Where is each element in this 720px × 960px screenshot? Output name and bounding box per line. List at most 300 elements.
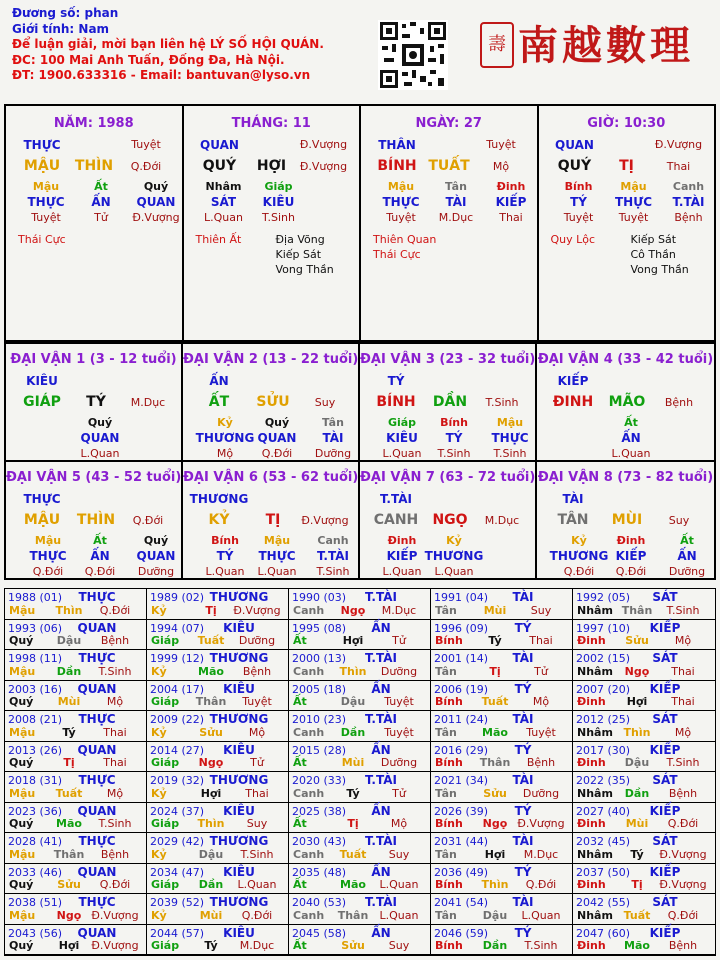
year-label: 1988 (01) — [8, 591, 63, 604]
year-branch: Dần — [198, 878, 224, 891]
year-ten-god: THỰC — [78, 834, 116, 848]
year-ten-god: ẤN — [371, 742, 391, 757]
year-label: 2045 (58) — [292, 926, 347, 940]
year-label: 2028 (41) — [8, 835, 63, 848]
hidden-stem: Mậu — [496, 416, 524, 429]
year-label: 2010 (23) — [292, 713, 347, 726]
year-stage: Thai — [103, 756, 127, 769]
year-label: 2009 (22) — [150, 713, 205, 726]
hidden-god: ẤN — [621, 431, 641, 445]
year-ten-god: KIẾP — [649, 803, 681, 818]
hidden-stage: T.Sinh — [437, 447, 471, 460]
hidden-stem: Mậu — [263, 534, 291, 547]
hidden-stem: Bính — [440, 416, 468, 429]
hidden-stage: M.Dục — [438, 211, 474, 224]
heavenly-stem: QUÝ — [557, 158, 592, 174]
year-branch: Ngọ — [482, 817, 508, 830]
year-stage: Q.Đới — [525, 878, 557, 891]
year-stem: Nhâm — [577, 847, 613, 861]
hidden-stage: L.Quan — [382, 565, 422, 578]
year-ten-god: TÝ — [514, 864, 532, 879]
year-branch: Tý — [204, 939, 218, 952]
year-stage: Thai — [245, 786, 269, 800]
pillar-title: NGÀY: 27 — [415, 116, 482, 131]
hidden-stage: Q.Đới — [615, 565, 647, 578]
hidden-god: ẤN — [90, 549, 110, 563]
year-ten-god: KIÊU — [223, 803, 255, 818]
dai-van-title: ĐẠI VẬN 7 (63 - 72 tuổi) — [360, 470, 536, 485]
year-stage: Mộ — [532, 695, 550, 708]
year-cell — [147, 620, 289, 651]
year-label: 2017 (30) — [576, 743, 631, 757]
heavenly-stem: KỶ — [208, 512, 230, 528]
stage: Đ.Vượng — [654, 138, 703, 151]
year-stem: Quý — [9, 695, 34, 708]
stage: Bệnh — [664, 396, 694, 409]
year-stage: Mộ — [674, 725, 692, 739]
year-cell — [289, 803, 431, 834]
year-stage: Tử — [534, 664, 548, 678]
hidden-god: THƯƠNG — [424, 549, 484, 563]
year-stage: Mộ — [106, 695, 124, 708]
left-star: Thái Cực — [373, 248, 421, 261]
year-label: 2039 (52) — [150, 896, 205, 909]
year-label: 2012 (25) — [576, 713, 631, 726]
year-ten-god: THỰC — [78, 590, 116, 604]
hidden-god: KIẾP — [386, 549, 418, 563]
year-branch: Thìn — [55, 603, 83, 617]
year-stage: L.Quan — [521, 908, 561, 922]
year-ten-god: QUAN — [77, 742, 117, 757]
hidden-stem: Mậu — [620, 180, 647, 193]
dai-van-title: ĐẠI VẬN 4 (33 - 42 tuổi) — [537, 352, 714, 367]
hidden-stem: Canh — [317, 534, 349, 547]
year-stem: Bính — [435, 939, 463, 952]
hidden-god: QUAN — [257, 431, 297, 445]
year-label: 2042 (55) — [576, 896, 631, 909]
hidden-god: KIÊU — [386, 431, 418, 445]
year-stage: Mộ — [106, 786, 124, 800]
year-cell — [431, 925, 573, 956]
year-cell — [147, 925, 289, 956]
year-stage: Tuyệt — [242, 695, 272, 708]
year-branch: Thìn — [481, 878, 509, 891]
hidden-stem: Đinh — [387, 534, 417, 547]
year-branch: Dần — [56, 664, 82, 678]
year-ten-god: SÁT — [652, 834, 678, 848]
hidden-stage: Q.Đới — [261, 447, 293, 460]
hidden-stage: L.Quan — [205, 565, 245, 578]
year-cell — [289, 772, 431, 803]
year-ten-god: TÝ — [514, 620, 532, 635]
heavenly-stem: ĐINH — [552, 394, 594, 410]
hidden-stem: Canh — [672, 180, 705, 193]
year-stage: Bệnh — [668, 786, 698, 800]
year-stem: Ất — [293, 634, 307, 647]
year-branch: Tý — [630, 847, 644, 861]
year-branch: Mão — [482, 725, 508, 739]
hidden-stem: Nhâm — [205, 180, 242, 193]
year-branch: Mão — [624, 939, 650, 952]
hidden-stage: Tuyệt — [31, 211, 61, 224]
left-star: Quy Lộc — [550, 233, 596, 246]
stage: Mộ — [492, 160, 510, 173]
year-cell — [289, 650, 431, 681]
year-branch: Tị — [631, 878, 643, 891]
year-label: 2046 (59) — [434, 926, 489, 940]
year-label: 2040 (53) — [292, 896, 347, 909]
year-cell — [147, 833, 289, 864]
heavenly-stem: MẬU — [23, 158, 61, 174]
year-branch: Mão — [198, 664, 224, 678]
year-branch: Ngọ — [340, 603, 366, 617]
year-stage: Dưỡng — [522, 786, 560, 800]
year-stage: L.Quan — [379, 908, 419, 922]
earthly-branch: NGỌ — [432, 512, 468, 528]
hidden-stem: Quý — [143, 180, 169, 193]
hidden-stem: Mậu — [34, 534, 62, 547]
hidden-stem: Quý — [143, 534, 169, 547]
hidden-stem: Kỷ — [217, 416, 233, 429]
year-stem: Nhâm — [577, 603, 613, 617]
year-branch: Hợi — [58, 939, 80, 952]
stage: Q.Đới — [132, 514, 164, 527]
year-stage: Q.Đới — [667, 817, 699, 830]
left-star: Thái Cực — [18, 233, 66, 246]
year-stage: Suy — [388, 847, 410, 861]
year-label: 2008 (21) — [8, 713, 63, 726]
year-stage: Thai — [103, 725, 127, 739]
dai-van-title: ĐẠI VẬN 8 (73 - 82 tuổi) — [537, 470, 714, 485]
earthly-branch: TUẤT — [428, 158, 470, 174]
year-label: 1993 (06) — [8, 621, 63, 635]
ten-god: QUAN — [555, 138, 594, 152]
year-label: 1998 (11) — [8, 652, 63, 665]
year-cell — [431, 803, 573, 834]
year-stem: Quý — [9, 634, 34, 647]
year-branch: Tị — [347, 817, 359, 830]
year-label: 2029 (42) — [150, 835, 205, 848]
year-stage: L.Quan — [379, 878, 419, 891]
year-cell — [431, 742, 573, 773]
year-branch: Dậu — [340, 695, 366, 708]
year-cell — [5, 833, 147, 864]
hidden-stage: Q.Đới — [563, 565, 595, 578]
pillar-2 — [184, 106, 362, 340]
year-branch: Dậu — [56, 634, 82, 647]
year-cell — [431, 589, 573, 620]
year-cell — [289, 742, 431, 773]
year-ten-god: SÁT — [652, 895, 678, 909]
earthly-branch: SỬU — [256, 394, 290, 410]
year-cell — [147, 803, 289, 834]
pillar-title: GIỜ: 10:30 — [587, 116, 666, 131]
hidden-god: TÀI — [322, 431, 344, 445]
year-label: 2024 (37) — [150, 804, 205, 818]
year-stage: T.Sinh — [666, 756, 700, 769]
year-stage: Đ.Vượng — [91, 939, 139, 952]
seal-icon: 壽 — [480, 22, 514, 68]
hidden-stem: Đinh — [496, 180, 526, 193]
year-cell — [431, 681, 573, 712]
hidden-stage: Tuyệt — [386, 211, 416, 224]
year-branch: Tị — [63, 756, 75, 769]
year-ten-god: ẤN — [371, 803, 391, 818]
dai-van-7 — [360, 460, 537, 578]
heavenly-stem: TÂN — [557, 512, 589, 528]
year-cell — [289, 894, 431, 925]
year-stage: T.Sinh — [240, 847, 274, 861]
year-ten-god: THỰC — [78, 712, 116, 726]
hidden-stage: L.Quan — [434, 565, 474, 578]
year-stage: Dưỡng — [380, 664, 418, 678]
hidden-stem: Ất — [680, 534, 694, 547]
earthly-branch: MÙI — [611, 512, 643, 528]
dai-van-title: ĐẠI VẬN 2 (13 - 22 tuổi) — [183, 352, 359, 367]
hidden-stem: Đinh — [616, 534, 646, 547]
year-label: 2007 (20) — [576, 682, 631, 696]
year-label: 2002 (15) — [576, 652, 631, 665]
year-stage: Tử — [250, 756, 264, 769]
year-branch: Mùi — [483, 603, 507, 617]
year-stem: Tân — [435, 908, 457, 922]
hidden-god: SÁT — [210, 195, 237, 209]
year-stem: Quý — [9, 756, 34, 769]
year-branch: Tị — [205, 603, 217, 617]
hidden-stem: Ất — [93, 534, 107, 547]
year-stage: Tử — [392, 634, 406, 647]
year-stage: Thai — [671, 695, 695, 708]
gender: Giới tính: Nam — [12, 21, 110, 36]
hidden-stem: Mậu — [32, 180, 60, 193]
year-cell — [573, 620, 715, 651]
year-branch: Dần — [624, 786, 650, 800]
year-stem: Tân — [435, 725, 457, 739]
year-cell — [573, 711, 715, 742]
year-branch: Thìn — [197, 817, 225, 830]
earthly-branch: HỢI — [256, 158, 287, 174]
year-stem: Nhâm — [577, 908, 613, 922]
year-stage: Dưỡng — [238, 634, 276, 647]
year-cell — [5, 620, 147, 651]
year-stage: Q.Đới — [241, 908, 273, 922]
year-label: 2035 (48) — [292, 865, 347, 879]
hidden-stage: Tuyệt — [563, 211, 594, 224]
year-stem: Đinh — [577, 817, 606, 830]
heavenly-stem: BÍNH — [377, 158, 417, 174]
header-info — [12, 6, 372, 84]
year-ten-god: T.TÀI — [365, 651, 397, 665]
year-label: 2001 (14) — [434, 652, 489, 665]
year-stem: Tân — [435, 603, 457, 617]
year-stem: Mậu — [9, 847, 36, 861]
year-stem: Kỷ — [151, 908, 167, 922]
pillar-title: THÁNG: 11 — [231, 116, 311, 131]
earthly-branch: THÌN — [74, 158, 114, 174]
hidden-god: QUAN — [136, 549, 176, 563]
pillar-title: NĂM: 1988 — [53, 116, 134, 131]
year-stem: Mậu — [9, 664, 36, 678]
year-cell — [147, 711, 289, 742]
dai-van-3 — [360, 342, 537, 460]
logo-text: 南越數理 — [518, 22, 694, 69]
hidden-stem: Giáp — [387, 416, 417, 429]
year-ten-god: SÁT — [652, 773, 678, 787]
hidden-god: ẤN — [677, 549, 697, 563]
year-stem: Giáp — [151, 878, 180, 891]
year-ten-god: THƯƠNG — [209, 651, 269, 665]
year-branch: Mão — [56, 817, 82, 830]
pillar-1 — [6, 106, 184, 340]
year-label: 2044 (57) — [150, 926, 205, 940]
year-stem: Quý — [9, 939, 34, 952]
year-stage: Đ.Vượng — [91, 908, 139, 922]
year-label: 2025 (38) — [292, 804, 347, 818]
year-stage: Thai — [671, 664, 695, 678]
right-star: Địa Võng — [275, 233, 325, 246]
year-ten-god: TÝ — [514, 803, 532, 818]
year-branch: Mùi — [199, 908, 223, 922]
year-ten-god: KIẾP — [649, 925, 681, 940]
year-label: 1994 (07) — [150, 621, 205, 635]
hidden-stem: Kỷ — [571, 534, 587, 547]
year-stem: Ất — [293, 695, 307, 708]
year-label: 2021 (34) — [434, 774, 489, 787]
year-stem: Mậu — [9, 786, 36, 800]
year-ten-god: T.TÀI — [365, 712, 397, 726]
year-stage: Tuyệt — [526, 725, 556, 739]
year-label: 1996 (09) — [434, 621, 489, 635]
hidden-stage: L.Quan — [204, 211, 243, 224]
year-label: 2027 (40) — [576, 804, 631, 818]
dai-van-2 — [183, 342, 360, 460]
year-stem: Nhâm — [577, 725, 613, 739]
year-stage: Mộ — [390, 817, 408, 830]
ten-god: TÝ — [387, 374, 405, 388]
stage: Suy — [314, 396, 336, 409]
year-label: 2023 (36) — [8, 804, 63, 818]
hidden-god: KIÊU — [262, 195, 295, 209]
year-cell — [573, 742, 715, 773]
year-stage: M.Dục — [239, 939, 275, 952]
hidden-god: TÝ — [216, 549, 234, 563]
year-branch: Thân — [337, 908, 369, 922]
hidden-god: THỰC — [258, 549, 296, 563]
year-branch: Dậu — [482, 908, 508, 922]
year-branch: Ngọ — [198, 756, 224, 769]
hidden-stem: Mậu — [387, 180, 415, 193]
year-stage: Q.Đới — [667, 908, 699, 922]
year-branch: Tý — [346, 786, 360, 800]
year-stem: Ất — [293, 939, 307, 952]
hidden-stage: Dưỡng — [314, 447, 352, 460]
year-stage: Tử — [392, 786, 406, 800]
year-stage: M.Dục — [523, 847, 559, 861]
heavenly-stem: GIÁP — [23, 394, 61, 410]
year-branch: Hợi — [342, 634, 364, 647]
year-ten-god: KIÊU — [223, 681, 255, 696]
year-cell — [289, 711, 431, 742]
hidden-stage: Dưỡng — [668, 565, 706, 578]
year-cell — [5, 742, 147, 773]
year-stage: T.Sinh — [524, 939, 558, 952]
hidden-stage: Dưỡng — [137, 565, 175, 578]
year-ten-god: KIÊU — [223, 742, 255, 757]
year-label: 2043 (56) — [8, 926, 63, 940]
phone-email-line: ĐT: 1900.633316 - Email: bantuvan@lyso.vn — [12, 68, 311, 82]
year-label: 2016 (29) — [434, 743, 489, 757]
year-stem: Ất — [293, 756, 307, 769]
year-stem: Bính — [435, 634, 463, 647]
stage: Tuyệt — [131, 138, 161, 151]
heavenly-stem: MẬU — [23, 512, 61, 528]
hidden-stem: Ất — [624, 416, 638, 429]
year-stem: Canh — [293, 725, 325, 739]
hidden-stem: Quý — [264, 416, 290, 429]
year-cell — [289, 864, 431, 895]
year-cell — [573, 589, 715, 620]
dai-van-5 — [6, 460, 183, 578]
hidden-stage: L.Quan — [80, 447, 120, 460]
dai-van-8 — [537, 460, 714, 578]
year-stem: Mậu — [9, 725, 36, 739]
year-branch: Thân — [479, 756, 511, 769]
year-branch: Hợi — [200, 786, 222, 800]
year-stage: Đ.Vượng — [517, 817, 565, 830]
hidden-stage: Q.Đới — [32, 565, 64, 578]
year-stage: Đ.Vượng — [233, 603, 281, 617]
year-stem: Giáp — [151, 695, 180, 708]
year-stem: Kỷ — [151, 664, 167, 678]
year-stem: Nhâm — [577, 664, 613, 678]
hidden-stage: Tử — [94, 211, 108, 224]
year-ten-god: KIẾP — [649, 620, 681, 635]
year-ten-god: ẤN — [371, 925, 391, 940]
hidden-god: QUAN — [136, 195, 176, 209]
year-ten-god: T.TÀI — [365, 895, 397, 909]
hidden-stage: Bệnh — [674, 211, 703, 224]
year-cell — [5, 864, 147, 895]
year-label: 2018 (31) — [8, 774, 63, 787]
year-branch: Mão — [340, 878, 366, 891]
stage: Đ.Vượng — [301, 514, 349, 527]
hidden-god: ẤN — [91, 195, 111, 209]
year-stage: Suy — [388, 939, 410, 952]
stage: Thai — [666, 160, 691, 173]
year-stage: Tuyệt — [384, 725, 414, 739]
dai-van-title: ĐẠI VẬN 3 (23 - 32 tuổi) — [360, 352, 536, 367]
hidden-stem: Bính — [211, 534, 239, 547]
left-star: Thiên Quan — [373, 233, 437, 246]
hidden-stage: T.Sinh — [493, 447, 527, 460]
ten-god: THƯƠNG — [189, 492, 249, 506]
stage: Suy — [668, 514, 690, 527]
year-branch: Hợi — [626, 695, 648, 708]
dai-van-title: ĐẠI VẬN 1 (3 - 12 tuổi) — [10, 352, 177, 367]
year-cell — [5, 894, 147, 925]
hidden-stage: T.Sinh — [316, 565, 350, 578]
year-cell — [431, 650, 573, 681]
year-branch: Thân — [195, 695, 227, 708]
year-ten-god: KIÊU — [223, 620, 255, 635]
ten-god: ẤN — [209, 374, 229, 388]
year-stage: Đ.Vượng — [659, 847, 707, 861]
year-stem: Canh — [293, 786, 325, 800]
dai-van-grid — [4, 342, 716, 580]
year-stage: Mộ — [674, 634, 692, 647]
year-label: 2019 (32) — [150, 774, 205, 787]
year-cell — [147, 650, 289, 681]
